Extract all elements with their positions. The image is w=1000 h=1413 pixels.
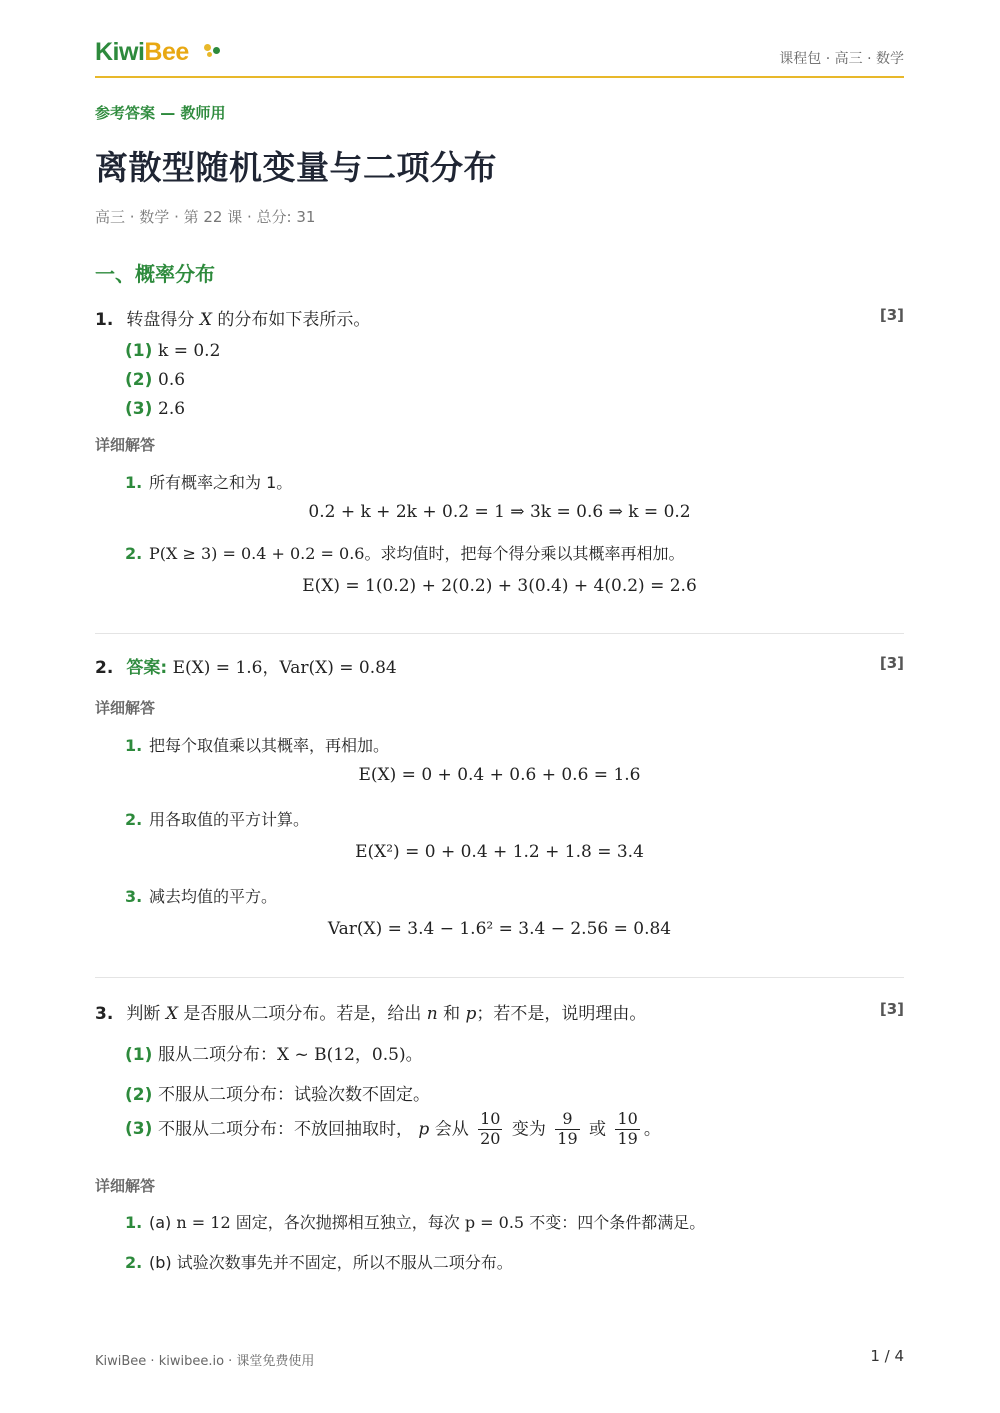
fraction: $\frac{9}{19}$: [557, 1109, 578, 1148]
answer-item: (2) 0.6: [125, 370, 186, 390]
equation: E(X²) = 0 + 0.4 + 1.2 + 1.8 = 3.4: [355, 842, 644, 862]
page-title: 离散型随机变量与二项分布: [95, 148, 497, 187]
question-number: 3.: [95, 1004, 114, 1024]
course-meta: 课程包 · 高三 · 数学: [779, 51, 904, 67]
question-points: [3]: [879, 1000, 904, 1018]
page-header: [95, 38, 904, 78]
page-number: 1 / 4: [870, 1347, 904, 1365]
solution-step: 1. 把每个取值乘以其概率，再相加。: [125, 736, 390, 755]
question-number: 2.: [95, 658, 114, 678]
equation: E(X) = 1(0.2) + 2(0.2) + 3(0.4) + 4(0.2) = 2.6: [302, 576, 697, 596]
question-3: [95, 999, 904, 1024]
question-points: [3]: [879, 306, 904, 324]
logo-dots-icon: [204, 44, 220, 58]
answer-item: (2) 不服从二项分布：试验次数不固定。: [125, 1085, 430, 1105]
solution-step: 2. 用各取值的平方计算。: [125, 810, 310, 829]
solution-step: 2. P(X ≥ 3) = 0.4 + 0.2 = 0.6。求均值时，把每个得分乘以其概率再相加。: [125, 544, 685, 563]
page-subtitle: 高三 · 数学 · 第 22 课 · 总分: 31: [95, 208, 316, 226]
question-text: 转盘得分 X 的分布如下表所示。: [126, 310, 371, 330]
answer-item: (1) 服从二项分布：X ~ B(12，0.5)。: [125, 1045, 423, 1065]
footer-credit: KiwiBee · kiwibee.io · 课堂免费使用: [95, 1354, 315, 1369]
solution-step: 1. 所有概率之和为 1。: [125, 473, 293, 492]
question-2: [95, 653, 904, 678]
equation: 0.2 + k + 2k + 0.2 = 1 ⇒ 3k = 0.6 ⇒ k = 0.2: [308, 502, 691, 522]
kiwibee-logo: KiwiBee: [95, 38, 189, 66]
answer-item: (1) k = 0.2: [125, 341, 221, 361]
divider: [95, 633, 904, 634]
question-points: [3]: [879, 654, 904, 672]
fraction: $\frac{10}{20}$: [480, 1109, 501, 1148]
solution-step: 3. 减去均值的平方。: [125, 887, 278, 906]
fraction: $\frac{10}{19}$: [617, 1109, 638, 1148]
solution-step: 2. (b) 试验次数事先并不固定，所以不服从二项分布。: [125, 1253, 513, 1272]
detail-label: 详细解答: [95, 1177, 156, 1195]
answer-key-kicker: 参考答案 — 教师用: [95, 104, 226, 122]
section-title: 一、概率分布: [95, 262, 215, 286]
equation: Var(X) = 3.4 − 1.6² = 3.4 − 2.56 = 0.84: [327, 919, 672, 939]
detail-label: 详细解答: [95, 436, 156, 454]
equation: E(X) = 0 + 0.4 + 0.6 + 0.6 = 1.6: [358, 765, 641, 785]
question-1: [95, 305, 904, 330]
question-text: 判断 X 是否服从二项分布。若是，给出 n 和 p；若不是，说明理由。: [126, 1004, 647, 1024]
worksheet-page: [95, 0, 904, 1413]
answer-item: (3) 不服从二项分布：不放回抽取时， p 会从 $\frac{10}{20}$ 变为 $\frac{9}{19}$ 或 $\frac{10}{19}$ 。: [125, 1109, 661, 1148]
detail-label: 详细解答: [95, 699, 156, 717]
divider: [95, 977, 904, 978]
answer-item: (3) 2.6: [125, 399, 186, 419]
question-answer: 答案: E(X) = 1.6，Var(X) = 0.84: [126, 658, 397, 678]
solution-step: 1. (a) n = 12 固定，各次抛掷相互独立，每次 p = 0.5 不变：四个条件都满足。: [125, 1213, 706, 1232]
question-number: 1.: [95, 310, 114, 330]
